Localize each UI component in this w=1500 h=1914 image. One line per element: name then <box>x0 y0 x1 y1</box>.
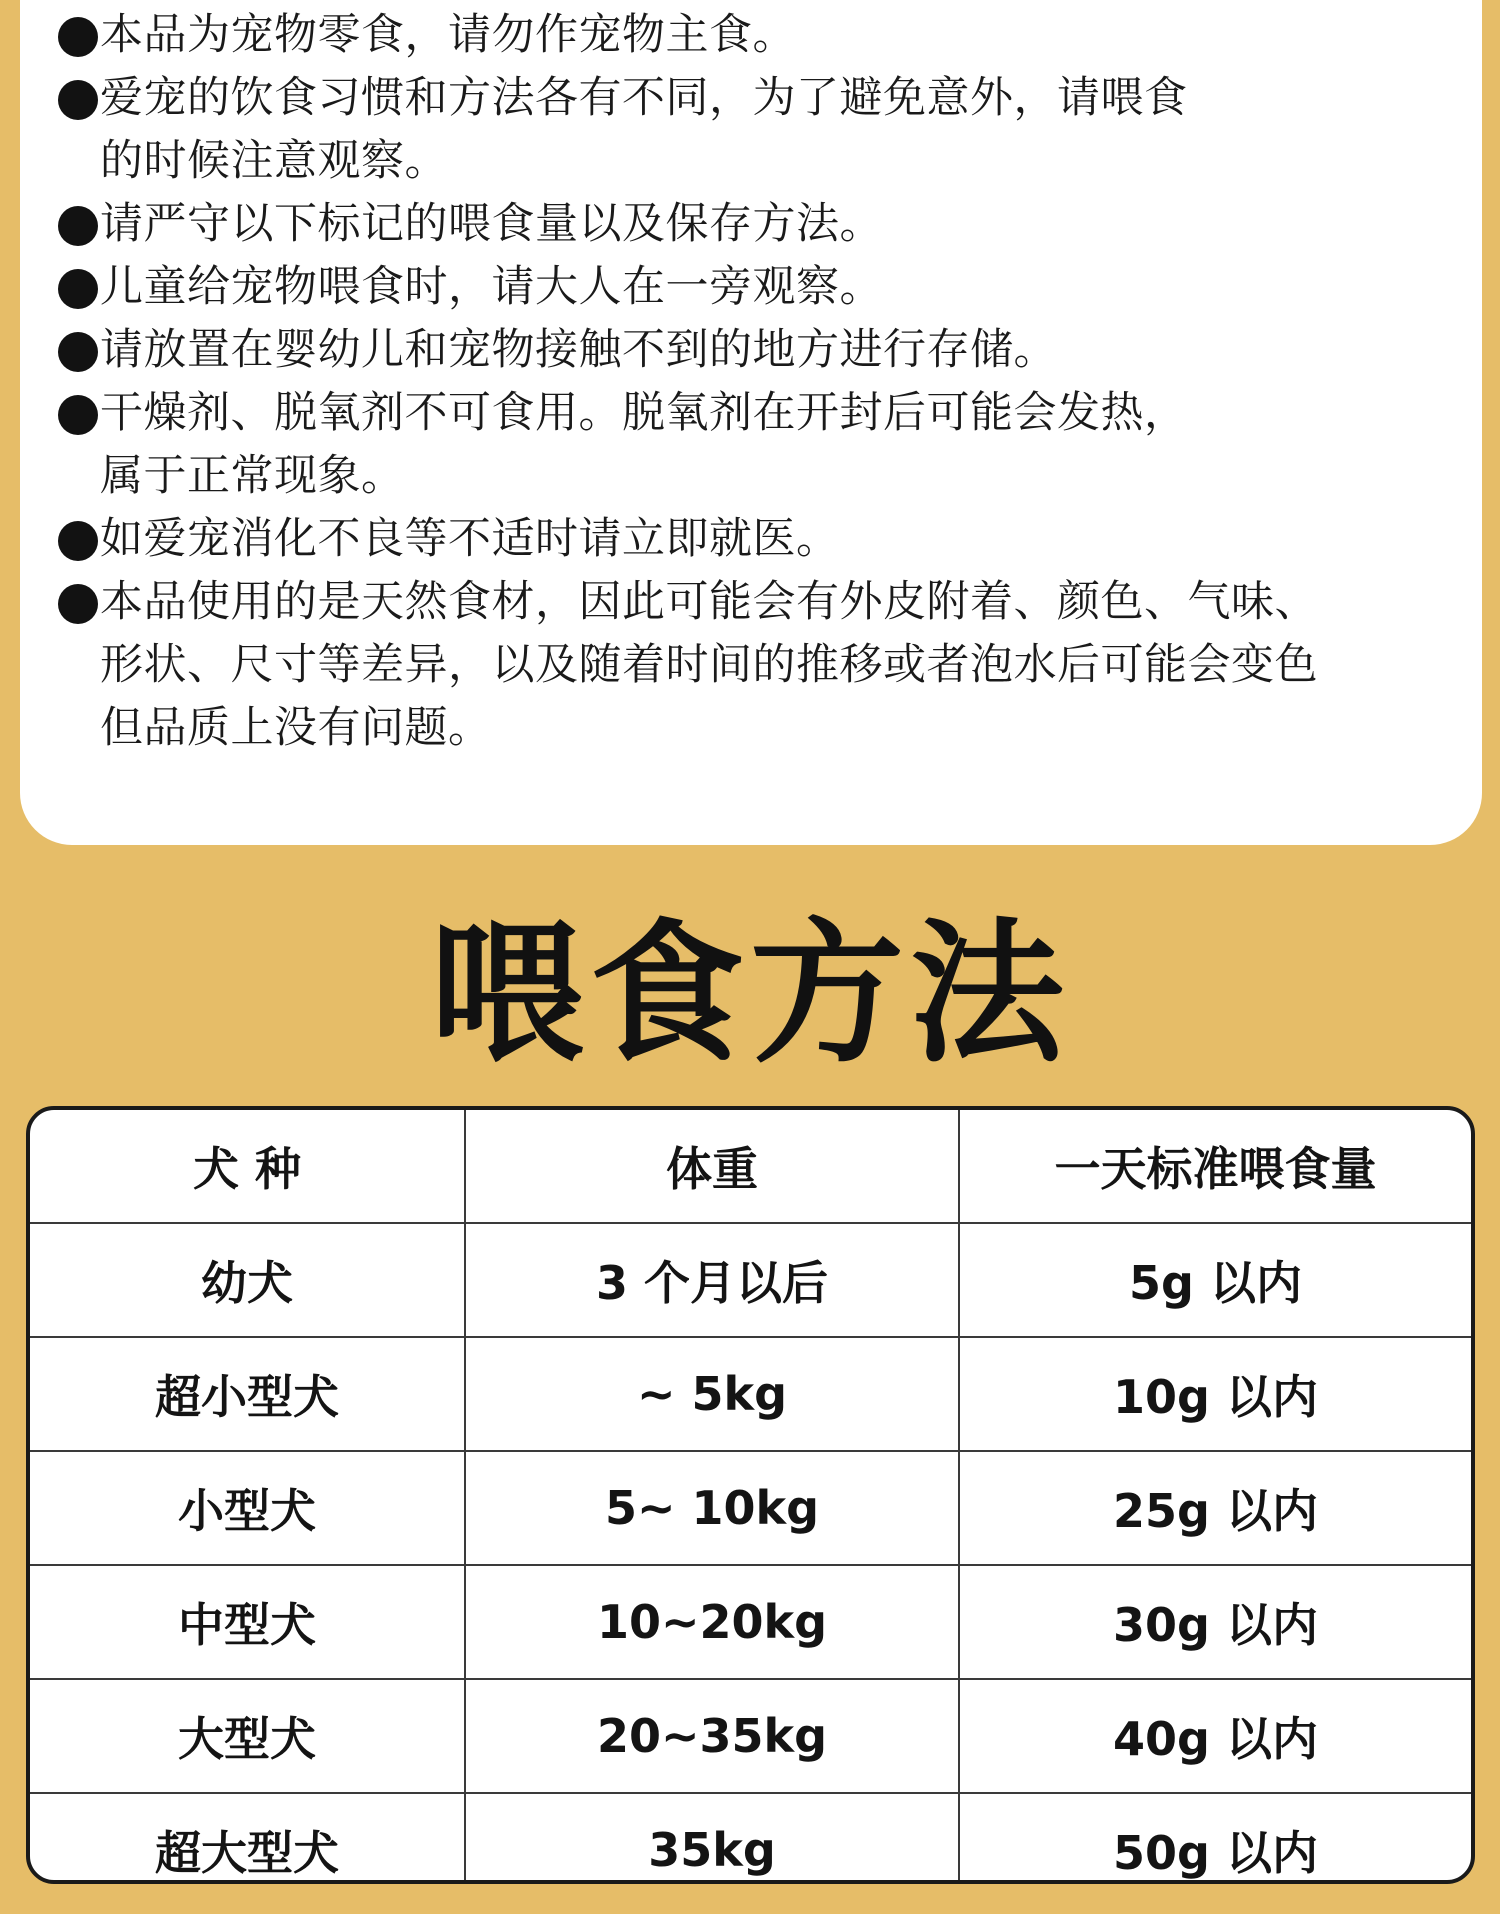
bullet-dot-icon <box>58 80 98 120</box>
notice-line: 爱宠的饮食习惯和方法各有不同，为了避免意外，请喂食 <box>100 73 1188 123</box>
bullet-dot-icon <box>58 584 98 624</box>
notice-item <box>56 193 1318 256</box>
notice-card <box>20 0 1482 845</box>
notice-line: 请严守以下标记的喂食量以及保存方法。 <box>100 199 883 249</box>
bullet-dot-icon <box>58 17 98 57</box>
notice-line: 属于正常现象。 <box>100 451 405 501</box>
cell-amount: 40g 以内 <box>959 1679 1471 1793</box>
notice-line: 形状、尺寸等差异，以及随着时间的推移或者泡水后可能会变色 <box>100 640 1318 690</box>
cell-amount: 25g 以内 <box>959 1451 1471 1565</box>
header-daily-amount: 一天标准喂食量 <box>959 1110 1471 1223</box>
cell-amount: 50g 以内 <box>959 1793 1471 1884</box>
notice-item <box>56 508 1318 571</box>
feeding-table-grid <box>30 1110 1471 1884</box>
bullet-dot-icon <box>58 521 98 561</box>
cell-amount: 5g 以内 <box>959 1223 1471 1337</box>
cell-weight: ~ 5kg <box>465 1337 959 1451</box>
notice-item <box>56 571 1318 760</box>
cell-weight: 35kg <box>465 1793 959 1884</box>
notice-line: 干燥剂、脱氧剂不可食用。脱氧剂在开封后可能会发热， <box>100 388 1188 438</box>
header-breed: 犬 种 <box>30 1110 465 1223</box>
table-row <box>30 1565 1471 1679</box>
notice-line: 的时候注意观察。 <box>100 136 448 186</box>
bullet-dot-icon <box>58 206 98 246</box>
notice-line: 请放置在婴幼儿和宠物接触不到的地方进行存储。 <box>100 325 1057 375</box>
cell-weight: 10~20kg <box>465 1565 959 1679</box>
table-row <box>30 1793 1471 1884</box>
table-row <box>30 1451 1471 1565</box>
notice-line: 儿童给宠物喂食时，请大人在一旁观察。 <box>100 262 883 312</box>
cell-breed: 小型犬 <box>30 1451 465 1565</box>
header-weight: 体重 <box>465 1110 959 1223</box>
cell-breed: 超小型犬 <box>30 1337 465 1451</box>
cell-breed: 中型犬 <box>30 1565 465 1679</box>
notice-line: 如爱宠消化不良等不适时请立即就医。 <box>100 514 840 564</box>
bullet-dot-icon <box>58 395 98 435</box>
table-row <box>30 1223 1471 1337</box>
table-row <box>30 1337 1471 1451</box>
notice-item <box>56 382 1318 508</box>
bullet-dot-icon <box>58 332 98 372</box>
notice-item <box>56 4 1318 67</box>
section-title: 喂食方法 <box>429 905 1070 1084</box>
notice-item <box>56 256 1318 319</box>
notice-item <box>56 67 1318 193</box>
cell-breed: 大型犬 <box>30 1679 465 1793</box>
feeding-table <box>26 1106 1475 1884</box>
notice-list <box>56 4 1318 760</box>
notice-item <box>56 319 1318 382</box>
cell-amount: 10g 以内 <box>959 1337 1471 1451</box>
table-row <box>30 1679 1471 1793</box>
notice-line: 本品使用的是天然食材，因此可能会有外皮附着、颜色、气味、 <box>100 577 1318 627</box>
cell-amount: 30g 以内 <box>959 1565 1471 1679</box>
cell-breed: 幼犬 <box>30 1223 465 1337</box>
cell-weight: 5~ 10kg <box>465 1451 959 1565</box>
notice-line: 但品质上没有问题。 <box>100 703 492 753</box>
cell-weight: 20~35kg <box>465 1679 959 1793</box>
notice-line: 本品为宠物零食，请勿作宠物主食。 <box>100 10 796 60</box>
bullet-dot-icon <box>58 269 98 309</box>
table-header-row <box>30 1110 1471 1223</box>
cell-weight: 3 个月以后 <box>465 1223 959 1337</box>
cell-breed: 超大型犬 <box>30 1793 465 1884</box>
